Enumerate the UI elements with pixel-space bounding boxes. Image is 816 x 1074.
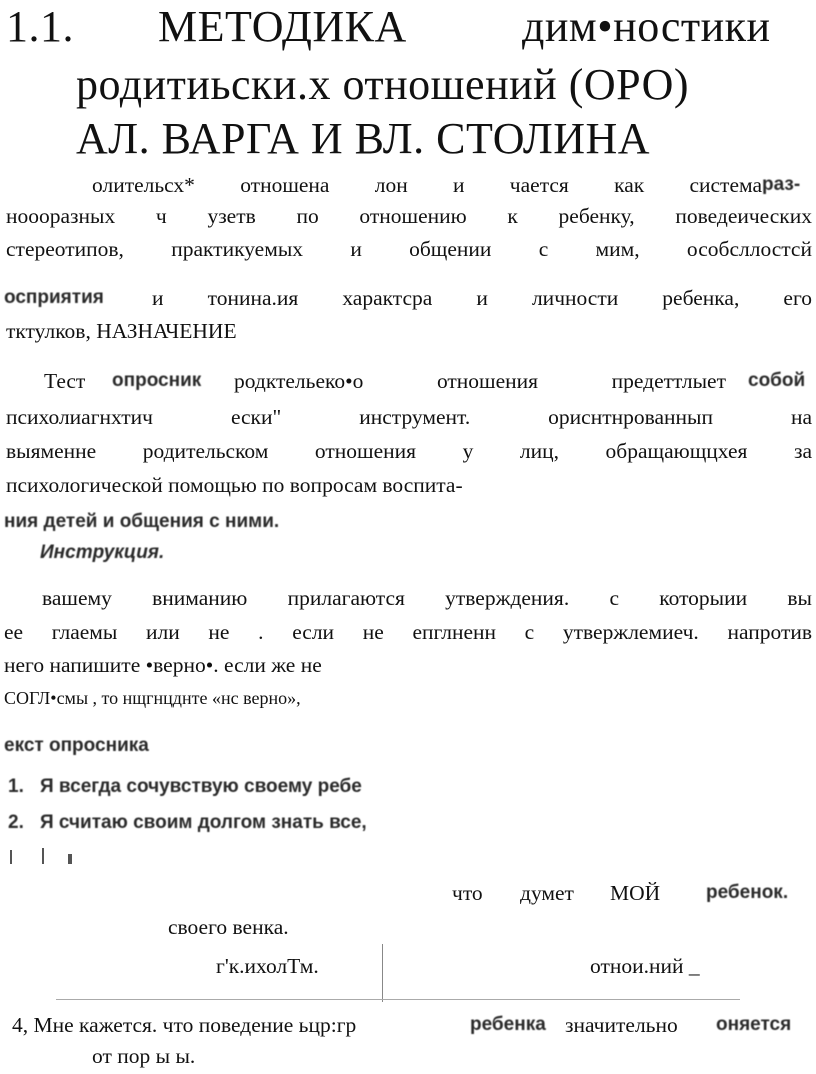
title-line-2: родитиьски.х отношений (ОРО) bbox=[76, 60, 690, 109]
fragment-row-3-right: отнои.ний _ bbox=[590, 954, 700, 978]
title-number: 1.1. bbox=[6, 2, 74, 51]
scan-mark bbox=[42, 848, 44, 864]
table-rule bbox=[56, 999, 740, 1000]
scan-mark bbox=[68, 854, 72, 864]
scan-mark bbox=[10, 850, 12, 864]
fragment-scan-child: ребенок. bbox=[706, 882, 789, 903]
purpose-line-2: психолиагнхтич ески" инструмент. ориснтнрованнып на bbox=[6, 405, 812, 429]
intro-line-1: олительсх* отношена лон и чается как система bbox=[92, 173, 762, 197]
intro-scan-fragment-raz: раз- bbox=[762, 174, 801, 195]
title-word-methodology: МЕТОДИКА bbox=[158, 2, 407, 51]
instruction-line-2: ее глаемы или не . если не епглненн с утвержлемиеч. напротив bbox=[4, 620, 812, 644]
fragment-word-what: что bbox=[452, 881, 483, 905]
intro-line-2: ноооразных ч узетв по отношению к ребенку, поведеических bbox=[6, 204, 812, 228]
fragment-row-3-left: г'к.ихолТм. bbox=[216, 954, 319, 978]
instruction-heading: Инструкция. bbox=[40, 542, 165, 563]
purpose-word-test: Тест bbox=[44, 369, 86, 393]
fragment-word-thinks: думет bbox=[520, 881, 574, 905]
questionnaire-heading: екст опросника bbox=[4, 735, 149, 756]
title-line-3: АЛ. ВАРГА И ВЛ. СТОЛИНА bbox=[76, 114, 651, 163]
instruction-line-1: вашему вниманию прилагаются утверждения. с которыии вы bbox=[42, 586, 812, 610]
purpose-scan-fragment-itself: собой bbox=[748, 370, 806, 391]
item-4-continuation: от пор ы ы. bbox=[92, 1044, 196, 1068]
purpose-scan-fragment-questionnaire: опросник bbox=[112, 370, 202, 391]
purpose-line-3: выяменне родительском отношения у лиц, обращающцхея за bbox=[6, 439, 812, 463]
item-4-text: 4, Мне кажется. что поведение ьцр:гр bbox=[12, 1013, 357, 1037]
item-4-scan-child: ребенка bbox=[470, 1014, 546, 1035]
purpose-line-4: психологической помощью по вопросам воспита- bbox=[6, 473, 463, 497]
questionnaire-item-2-number: 2. bbox=[8, 812, 24, 833]
instruction-line-3: него напишите •верно•. если же не bbox=[4, 653, 322, 677]
item-4-scan-differs: оняется bbox=[716, 1014, 792, 1035]
questionnaire-item-1-text: Я всегда сочувствую своему ребе bbox=[40, 776, 362, 797]
fragment-row-2: своего венка. bbox=[168, 915, 289, 939]
intro-line-5: тктулков, НАЗНАЧЕНИЕ bbox=[6, 319, 237, 343]
questionnaire-item-2-text: Я считаю своим долгом знать все, bbox=[40, 812, 367, 833]
title-word-diagnostics: дим•ностики bbox=[522, 2, 771, 51]
intro-line-3: стереотипов, практикуемых и общении с мим, особсллостсй bbox=[6, 237, 812, 261]
item-4-significantly: значительно bbox=[565, 1013, 678, 1037]
intro-scan-fragment-perception: осприятия bbox=[4, 287, 104, 308]
purpose-line-1: родктельеко•о отношения предеттлыет bbox=[234, 369, 726, 393]
fragment-word-my: МОЙ bbox=[610, 881, 661, 905]
purpose-scan-line: ния детей и общения с ними. bbox=[4, 511, 280, 532]
intro-line-4: и тонина.ия характсра и личности ребенка, его bbox=[152, 286, 812, 310]
questionnaire-item-1-number: 1. bbox=[8, 776, 24, 797]
table-divider bbox=[382, 944, 383, 1002]
instruction-line-4: СОГЛ•смы , то нщгнцднте «нс верно», bbox=[4, 688, 301, 708]
